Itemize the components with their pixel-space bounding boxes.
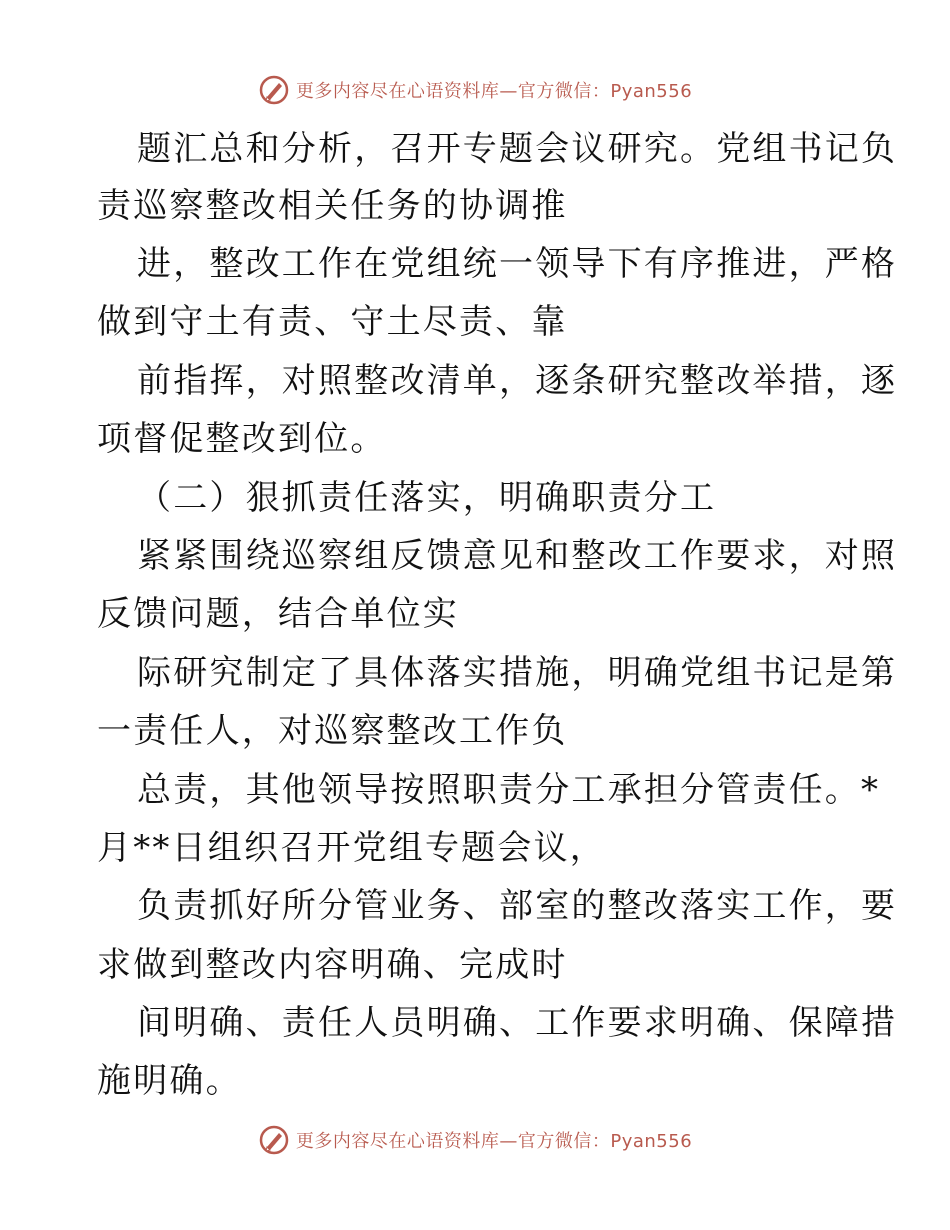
body-line: 责巡察整改相关任务的协调推 — [97, 186, 568, 226]
body-line: 间明确、责任人员明确、工作要求明确、保障措 — [137, 1003, 898, 1043]
body-line: 题汇总和分析，召开专题会议研究。党组书记负 — [137, 129, 898, 169]
body-line: 紧紧围绕巡察组反馈意见和整改工作要求，对照 — [137, 536, 898, 576]
body-line: 求做到整改内容明确、完成时 — [97, 945, 568, 985]
footer-banner-text: 更多内容尽在心语资料库—官方微信：Pyan556 — [295, 1131, 693, 1152]
body-line: 月**日组织召开党组专题会议， — [97, 828, 606, 868]
body-line: 施明确。 — [97, 1061, 242, 1101]
body-line: 项督促整改到位。 — [97, 419, 387, 459]
body-line: 一责任人，对巡察整改工作负 — [97, 711, 568, 751]
body-line: 进，整改工作在党组统一领导下有序推进，严格 — [137, 244, 898, 284]
body-line: 反馈问题，结合单位实 — [97, 594, 459, 634]
body-line: 负责抓好所分管业务、部室的整改落实工作，要 — [137, 886, 898, 926]
body-line: 做到守土有责、守土尽责、靠 — [97, 302, 568, 342]
pen-logo-icon — [258, 1124, 290, 1156]
header-banner-text: 更多内容尽在心语资料库—官方微信：Pyan556 — [295, 81, 693, 102]
section-heading: （二）狠抓责任落实，明确职责分工 — [137, 478, 717, 518]
body-line: 前指挥，对照整改清单，逐条研究整改举措，逐 — [137, 361, 898, 401]
body-line: 总责，其他领导按照职责分工承担分管责任。* — [137, 770, 881, 810]
pen-logo-icon — [258, 74, 290, 106]
body-line: 际研究制定了具体落实措施，明确党组书记是第 — [137, 653, 898, 693]
footer-banner — [0, 1120, 950, 1160]
header-banner — [0, 70, 950, 110]
